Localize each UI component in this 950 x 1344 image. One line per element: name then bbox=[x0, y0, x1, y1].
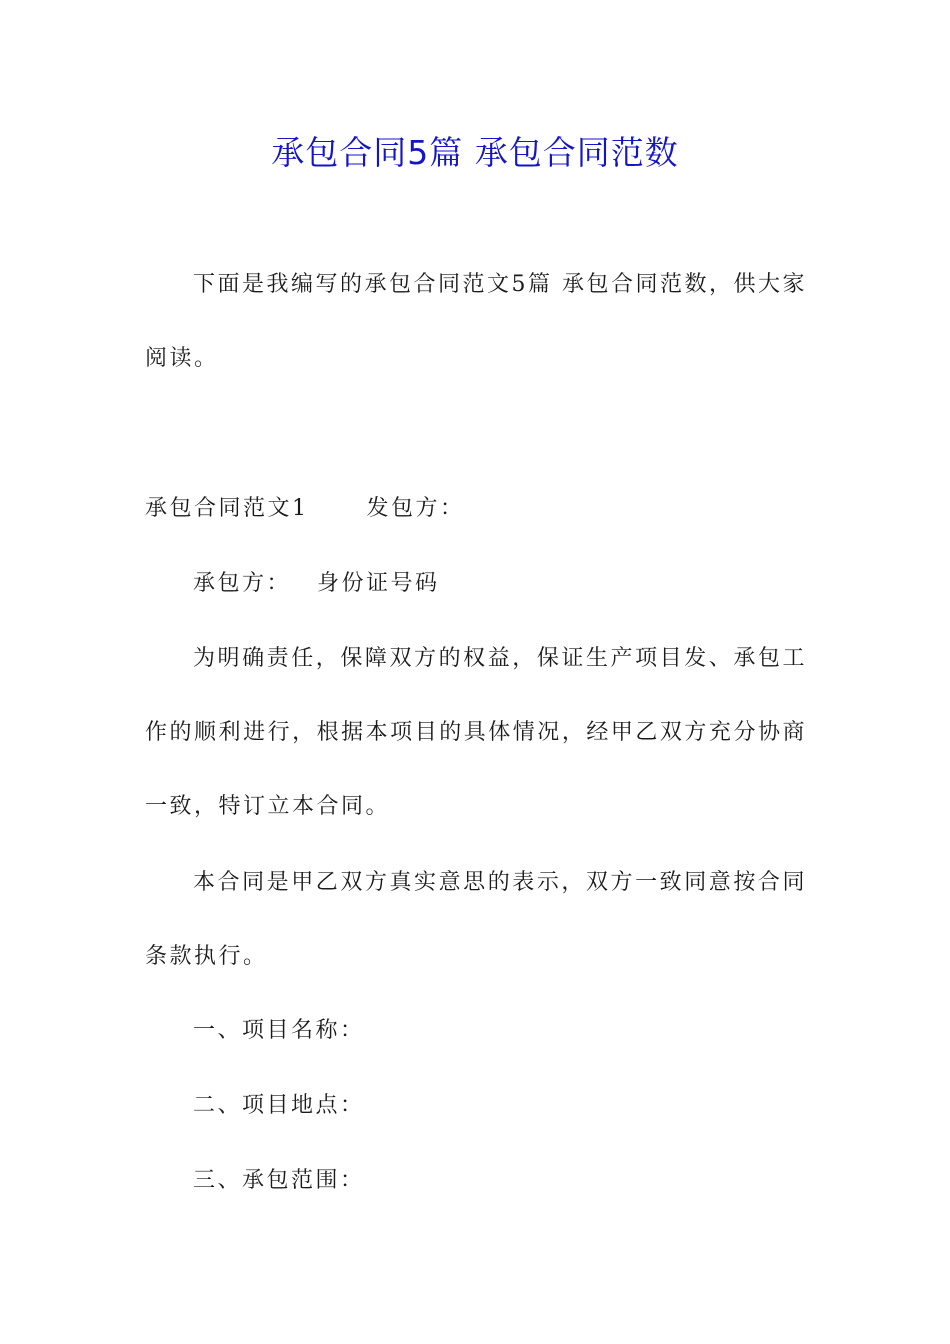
party-a-label: 发包方： bbox=[366, 496, 465, 521]
section-heading: 承包合同范文1 bbox=[145, 496, 309, 521]
item-project-name: 一、项目名称： bbox=[193, 1018, 365, 1043]
item-project-location: 二、项目地点： bbox=[193, 1093, 365, 1118]
intro-paragraph: 下面是我编写的承包合同范文5篇 承包合同范数，供大家阅读。 bbox=[145, 272, 807, 371]
section-heading-line bbox=[145, 489, 465, 529]
item-contract-scope: 三、承包范围： bbox=[193, 1168, 365, 1193]
party-b-line bbox=[193, 564, 440, 604]
party-b-label: 承包方： bbox=[193, 571, 292, 596]
id-label: 身份证号码 bbox=[317, 571, 440, 596]
purpose-paragraph: 为明确责任，保障双方的权益，保证生产项目发、承包工作的顺利进行，根据本项目的具体情况，经甲乙双方充分协商一致，特订立本合同。 bbox=[145, 646, 807, 819]
document-title: 承包合同5篇 承包合同范数 bbox=[271, 133, 679, 172]
agreement-paragraph: 本合同是甲乙双方真实意思的表示，双方一致同意按合同条款执行。 bbox=[145, 870, 807, 969]
